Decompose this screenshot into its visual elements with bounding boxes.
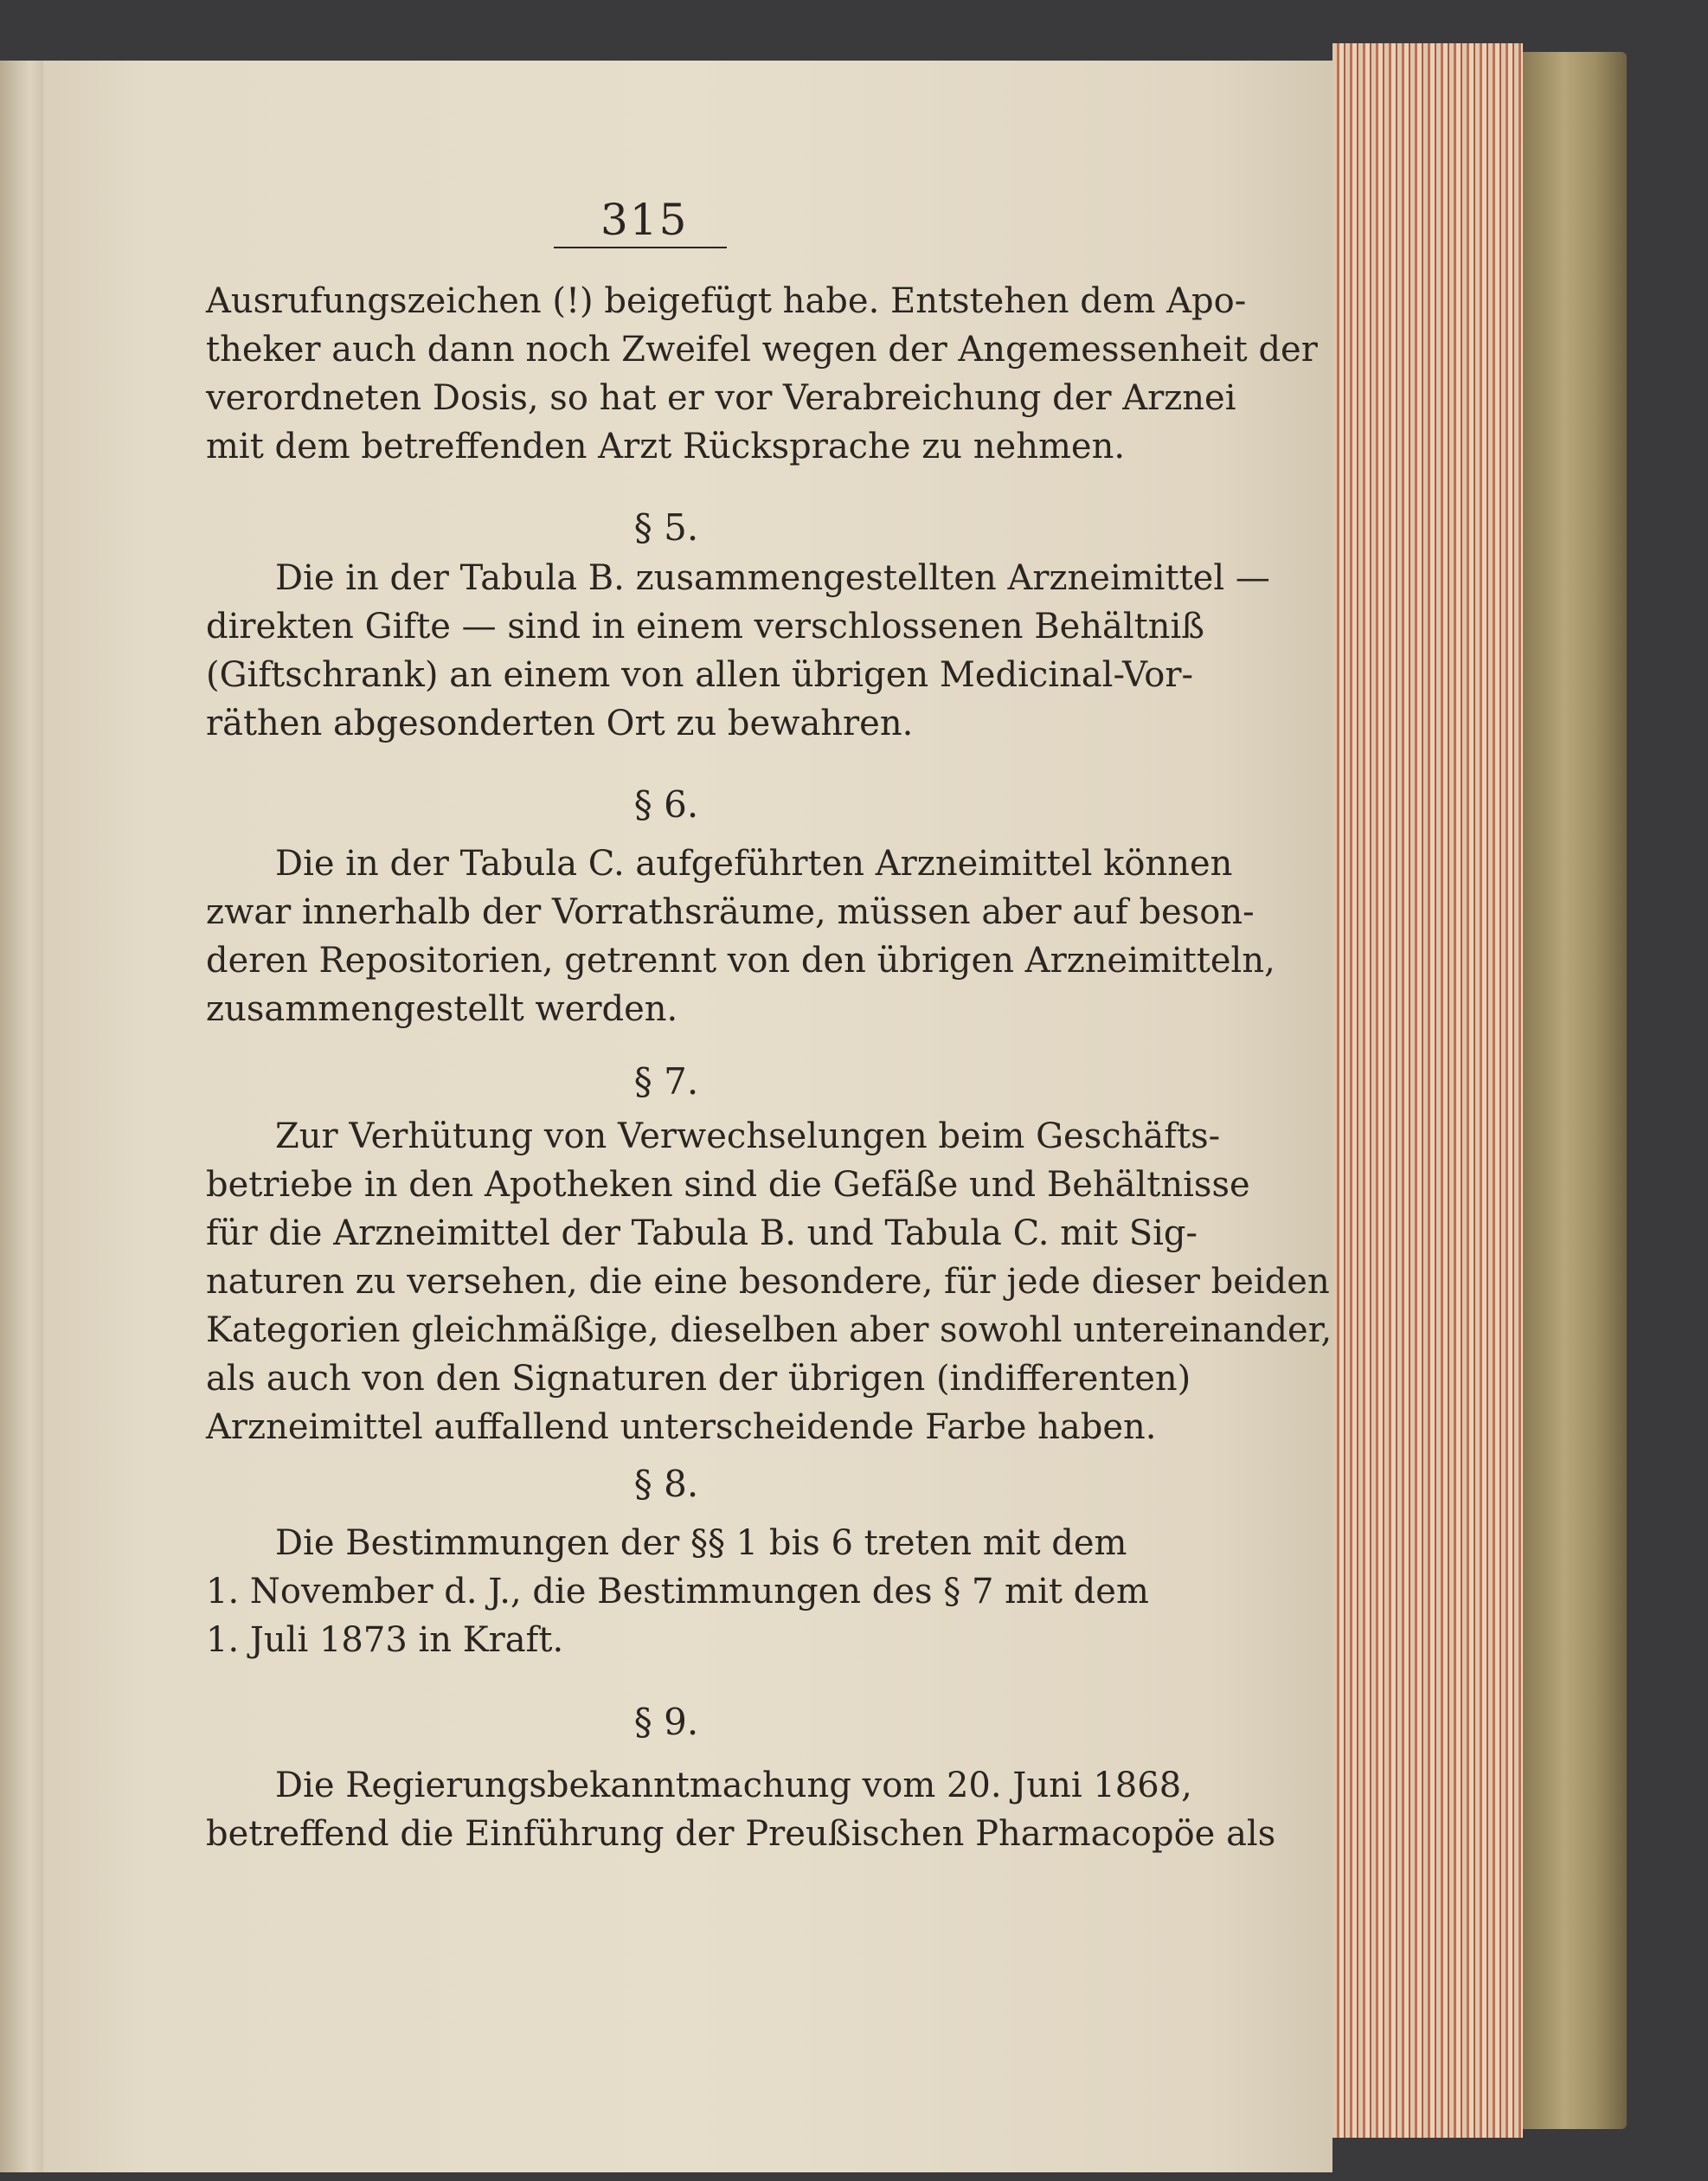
text-line: für die Arzneimittel der Tabula B. und Tabula C. mit Sig- <box>206 1213 1198 1253</box>
section-heading-9: § 9. <box>633 1701 699 1743</box>
text-line: 1. Juli 1873 in Kraft. <box>206 1620 564 1660</box>
section-heading-7: § 7. <box>633 1060 699 1103</box>
page-number: 315 <box>600 195 689 245</box>
text-line: deren Repositorien, getrennt von den übrigen Arzneimitteln, <box>206 941 1275 981</box>
paragraph-continuation <box>206 277 1318 471</box>
text-line: (Giftschrank) an einem von allen übrigen Medicinal-Vor- <box>206 655 1194 695</box>
text-line: Die Regierungsbekanntmachung vom 20. Juni 1868, <box>275 1766 1192 1805</box>
text-line: Zur Verhütung von Verwechselungen beim Geschäfts- <box>275 1116 1221 1156</box>
text-line: Die in der Tabula C. aufgeführten Arzneimittel können <box>275 844 1233 884</box>
text-line: räthen abgesonderten Ort zu bewahren. <box>206 704 914 743</box>
section-heading-6: § 6. <box>633 783 699 826</box>
text-line: zwar innerhalb der Vorrathsräume, müssen aber auf beson- <box>206 892 1255 932</box>
paragraph-section-5 <box>206 554 1270 748</box>
text-line: Die in der Tabula B. zusammengestellten Arzneimittel — <box>275 558 1270 598</box>
text-line: als auch von den Signaturen der übrigen (indifferenten) <box>206 1359 1191 1399</box>
text-line: Kategorien gleichmäßige, dieselben aber sowohl untereinander, <box>206 1310 1332 1350</box>
paragraph-section-8 <box>206 1519 1149 1664</box>
paragraph-section-7 <box>206 1112 1332 1451</box>
text-line: theker auch dann noch Zweifel wegen der Angemessenheit der <box>206 330 1318 370</box>
text-line: verordneten Dosis, so hat er vor Verabreichung der Arznei <box>206 378 1236 418</box>
text-line: betriebe in den Apotheken sind die Gefäße und Behältnisse <box>206 1165 1250 1205</box>
text-line: Die Bestimmungen der §§ 1 bis 6 treten mit dem <box>275 1523 1127 1563</box>
text-line: zusammengestellt werden. <box>206 989 678 1029</box>
paragraph-section-9 <box>206 1761 1276 1858</box>
facing-page-edge <box>0 61 45 2172</box>
text-line: 1. November d. J., die Bestimmungen des § 7 mit dem <box>206 1572 1149 1612</box>
text-line: Arzneimittel auffallend unterscheidende Farbe haben. <box>206 1407 1157 1447</box>
text-line: direkten Gifte — sind in einem verschlossenen Behältniß <box>206 607 1205 647</box>
text-line: Ausrufungszeichen (!) beigefügt habe. Entstehen dem Apo- <box>206 281 1247 321</box>
text-line: mit dem betreffenden Arzt Rücksprache zu nehmen. <box>206 427 1126 466</box>
book-cover <box>1523 52 1627 2129</box>
text-line: naturen zu versehen, die eine besondere, für jede dieser beiden <box>206 1262 1330 1302</box>
page-number-rule <box>554 247 727 248</box>
paragraph-section-6 <box>206 840 1275 1033</box>
section-heading-8: § 8. <box>633 1463 699 1505</box>
section-heading-5: § 5. <box>633 506 699 549</box>
page-edges <box>1332 43 1523 2138</box>
text-line: betreffend die Einführung der Preußischen Pharmacopöe als <box>206 1814 1276 1854</box>
